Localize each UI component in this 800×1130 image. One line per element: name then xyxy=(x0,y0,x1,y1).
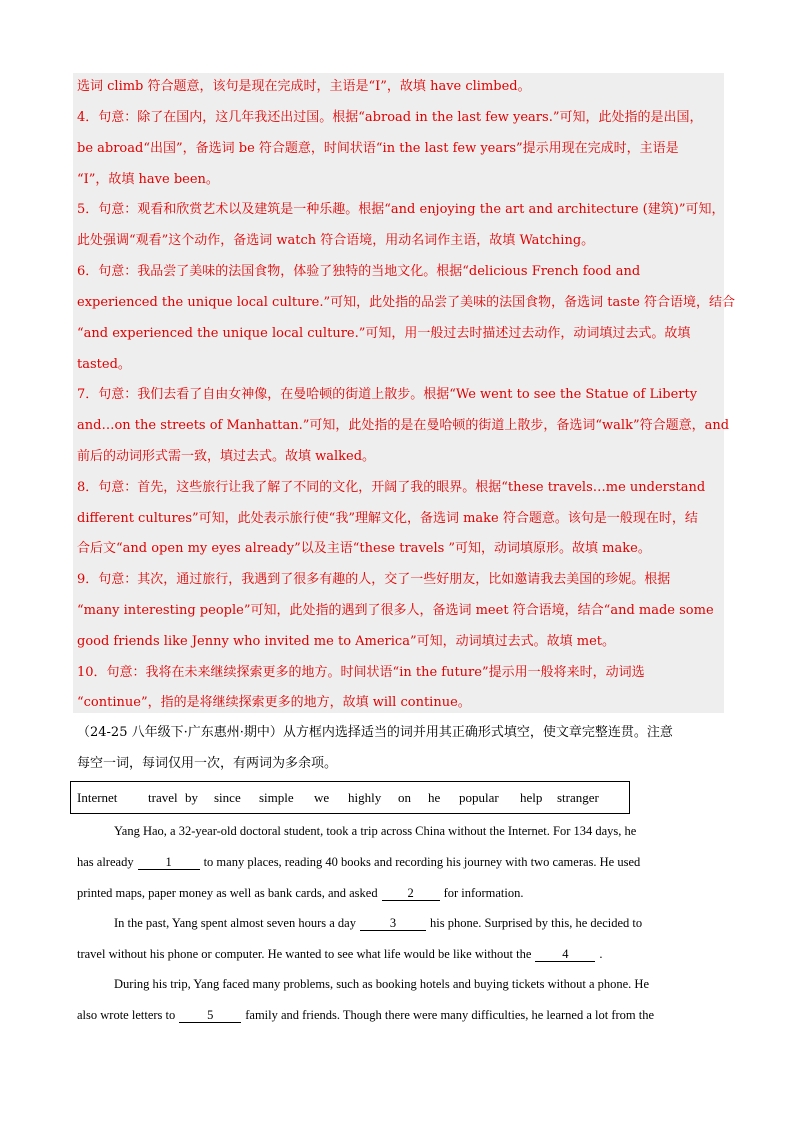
word-bank-box xyxy=(70,781,630,814)
answer-line-14: 8．句意：首先，这些旅行让我了解了不同的文化，开阔了我的眼界。根据“these travels…me understand xyxy=(77,480,706,495)
answer-line-10: tasted。 xyxy=(77,357,131,372)
word-bank-item: travel xyxy=(148,790,178,805)
answer-line-5: 5．句意：观看和欣赏艺术以及建筑是一种乐趣。根据“and enjoying the art and architecture (建筑)”可知， xyxy=(77,202,725,217)
answer-line-15: different cultures”可知，此处表示旅行使“我”理解文化，备选词 make 符合题意。该句是一般现在时，结 xyxy=(77,511,698,526)
passage-text: In the past, Yang spent almost seven hours a day xyxy=(114,916,356,930)
answer-line-9: “and experienced the unique local culture.”可知，用一般过去时描述过去动作，动词填过去式。故填 xyxy=(77,326,691,341)
passage-text: printed maps, paper money as well as bank cards, and asked xyxy=(77,886,378,900)
answer-line-18: “many interesting people”可知，此处指的遇到了很多人，备选词 meet 符合语境，结合“and made some xyxy=(77,603,714,618)
word-bank-item: simple xyxy=(259,790,294,805)
blank-1[interactable]: 1 xyxy=(138,855,200,870)
answer-line-11: 7．句意：我们去看了自由女神像，在曼哈顿的街道上散步。根据“We went to see the Statue of Liberty xyxy=(77,387,698,402)
answer-line-17: 9．句意：其次，通过旅行，我遇到了很多有趣的人，交了一些好朋友，比如邀请我去美国的珍妮。根据 xyxy=(77,572,671,587)
passage-line-7 xyxy=(77,1007,654,1023)
answer-line-13: 前后的动词形式需一致，填过去式。故填 walked。 xyxy=(77,449,376,464)
answer-line-19: good friends like Jenny who invited me to America”可知，动词填过去式。故填 met。 xyxy=(77,634,615,649)
blank-3[interactable]: 3 xyxy=(360,916,426,931)
answer-line-4: “I”，故填 have been。 xyxy=(77,172,219,187)
word-bank-item: highly xyxy=(348,790,382,805)
passage-line-4 xyxy=(114,915,642,931)
question-instruction-line-2: 每空一词，每词仅用一次，有两词为多余项。 xyxy=(77,756,338,771)
passage-text: has already xyxy=(77,855,134,869)
word-bank-item: popular xyxy=(459,790,499,805)
question-instruction-line-1: （24-25 八年级下·广东惠州·期中）从方框内选择适当的词并用其正确形式填空，使文章完整连贯。注意 xyxy=(77,725,673,740)
word-bank-item: help xyxy=(520,790,543,805)
passage-text: family and friends. Though there were many difficulties, he learned a lot from the xyxy=(245,1008,655,1022)
passage-text: his phone. Surprised by this, he decided to xyxy=(429,916,643,930)
answer-line-3: be abroad“出国”，备选词 be 符合题意，时间状语“in the last few years”提示用现在完成时，主语是 xyxy=(77,141,679,156)
passage-text: to many places, reading 40 books and recording his journey with two cameras. He used xyxy=(203,855,641,869)
passage-line-3 xyxy=(77,885,523,901)
answer-line-6: 此处强调“观看”这个动作，备选词 watch 符合语境，用动名词作主语，故填 Watching。 xyxy=(77,233,595,248)
word-bank-item: stranger xyxy=(557,790,599,805)
word-bank-item: on xyxy=(398,790,411,805)
passage-text: travel without his phone or computer. He wanted to see what life would be like without the xyxy=(77,947,532,961)
word-bank-item: by xyxy=(185,790,198,805)
answer-line-7: 6．句意：我品尝了美味的法国食物，体验了独特的当地文化。根据“delicious French food and xyxy=(77,264,641,279)
answer-line-20: 10．句意：我将在未来继续探索更多的地方。时间状语“in the future”提示用一般将来时，动词选 xyxy=(77,665,645,680)
word-bank-item: since xyxy=(214,790,241,805)
answer-line-21: “continue”，指的是将继续探索更多的地方，故填 will continue。 xyxy=(77,695,471,710)
passage-line-6: During his trip, Yang faced many problems, such as booking hotels and buying tickets without a phone. He xyxy=(114,977,649,991)
passage-text: . xyxy=(599,947,603,961)
word-bank-item: we xyxy=(314,790,330,805)
word-bank-item: he xyxy=(428,790,441,805)
passage-text: for information. xyxy=(443,886,524,900)
answer-line-12: and…on the streets of Manhattan.”可知，此处指的是在曼哈顿的街道上散步，备选词“walk”符合题意，and xyxy=(77,418,730,433)
answer-line-2: 4．句意：除了在国内，这几年我还出过国。根据“abroad in the last few years.”可知，此处指的是出国， xyxy=(77,110,703,125)
answer-line-8: experienced the unique local culture.”可知，此处指的品尝了美味的法国食物，备选词 taste 符合语境，结合 xyxy=(77,295,735,310)
answer-line-16: 合后文“and open my eyes already”以及主语“these travels ”可知，动词填原形。故填 make。 xyxy=(77,541,651,556)
passage-line-1: Yang Hao, a 32-year-old doctoral student, took a trip across China without the Internet. For 134 days, he xyxy=(114,824,637,838)
answer-line-1: 选词 climb 符合题意，该句是现在完成时，主语是“I”，故填 have climbed。 xyxy=(77,79,531,94)
passage-text: also wrote letters to xyxy=(77,1008,176,1022)
passage-line-2 xyxy=(77,854,640,870)
blank-2[interactable]: 2 xyxy=(382,886,440,901)
blank-4[interactable]: 4 xyxy=(535,947,595,962)
blank-5[interactable]: 5 xyxy=(179,1008,241,1023)
passage-line-5 xyxy=(77,946,603,962)
word-bank-item: Internet xyxy=(77,790,118,805)
